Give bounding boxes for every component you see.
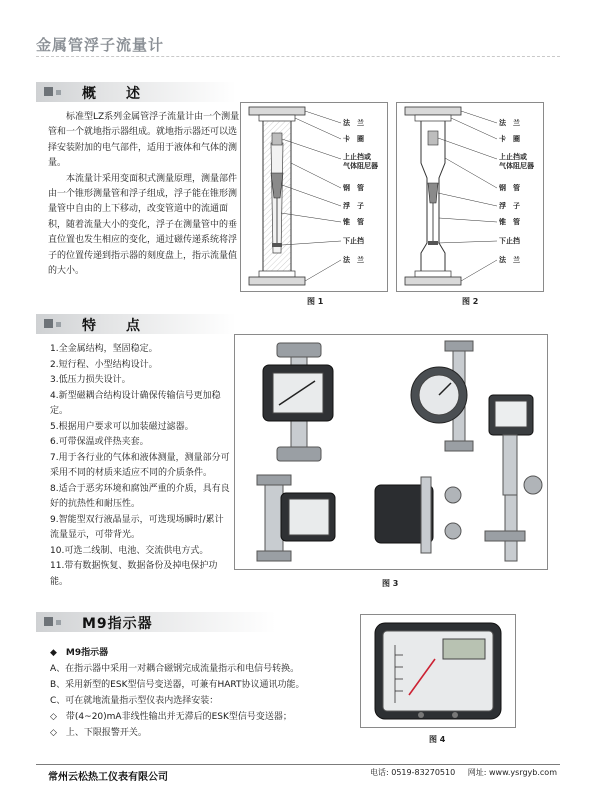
fig1-label-flange-bottom: 法 兰: [343, 256, 364, 264]
figure-1-caption: 图 1: [307, 297, 324, 306]
figure-2-caption: 图 2: [462, 297, 479, 306]
features-list: [50, 342, 230, 590]
title-divider: [36, 56, 560, 57]
footer-website[interactable]: 网址: www.ysrgyb.com: [467, 768, 557, 777]
section-header-features: [36, 314, 236, 334]
feature-item: 10.可选二线制、电池、交流供电方式。: [50, 545, 209, 556]
section-header-overview: [36, 82, 236, 102]
feature-item: 6.可带保温或伴热夹套。: [50, 437, 149, 447]
fig1-label-steel-tube: 钢 管: [343, 184, 364, 192]
figure-1-diagram: [240, 102, 388, 292]
square-bullet-icon: [44, 87, 53, 96]
section-title-features: 特 点: [82, 318, 148, 334]
fig1-label-upper-stop: 上止挡或: [343, 153, 371, 161]
m9-feature-list: [50, 645, 350, 741]
section-header-m9: [36, 612, 276, 632]
feature-item: 3.低压力损失设计。: [50, 375, 131, 385]
small-square-icon: [56, 322, 61, 327]
feature-item: 5.根据用户要求可以加装磁过滤器。: [50, 421, 194, 432]
feature-item: 11.带有数据恢复、数据备份及掉电保护功能。: [50, 561, 218, 587]
square-bullet-icon: [44, 617, 53, 626]
figure-2-diagram: [396, 102, 544, 292]
section-title-m9: M9指示器: [82, 616, 153, 632]
square-bullet-icon: [44, 319, 53, 328]
feature-item: 8.适合于恶劣环境和腐蚀严重的介质，具有良好的抗热性和耐压性。: [50, 483, 230, 509]
fig1-label-lower-stop: 下止挡: [343, 237, 364, 245]
m9-list-heading: ◆ M9指示器: [50, 648, 109, 658]
fig2-label-float: 浮 子: [499, 202, 520, 210]
fig2-label-upper-stop: 上止挡或: [499, 153, 527, 161]
flowmeter-cross-section-alt-icon: [397, 103, 543, 291]
overview-text: [48, 110, 240, 279]
m9-list-item: C、可在就地流量指示型仪表内选择安装：: [50, 696, 219, 706]
figure-3-product-photos: [234, 334, 548, 570]
m9-list-item: B、采用新型的ESK型信号变送器，可兼有HART协议通讯功能。: [50, 680, 305, 690]
m9-list-item: A、在指示器中采用一对耦合磁钢完成流量指示和电信号转换。: [50, 664, 300, 674]
figure-3-caption: 图 3: [382, 579, 399, 588]
small-square-icon: [56, 620, 61, 625]
figure-4-caption: 图 4: [429, 735, 446, 744]
fig1-label-flange-top: 法 兰: [343, 119, 364, 127]
footer-phone: 电话: 0519-83270510: [370, 768, 456, 777]
flowmeter-products-icon: [235, 335, 547, 569]
section-title-overview: 概 述: [82, 86, 148, 102]
flowmeter-cross-section-icon: [241, 103, 387, 291]
fig1-label-float: 浮 子: [343, 202, 364, 210]
fig2-label-gas-damper: 气体阻尼器: [499, 162, 534, 170]
fig2-label-steel-tube: 钢 管: [499, 184, 520, 192]
footer-divider: [36, 764, 560, 765]
overview-paragraph-1: 标准型LZ系列金属管浮子流量计由一个测量管和一个就地指示器组成。就地指示器还可以选择安装附加的电气部件，适用于液体和气体的测量。: [48, 112, 240, 169]
page-title: 金属管浮子流量计: [36, 36, 165, 54]
small-square-icon: [56, 90, 61, 95]
company-name: 常州云松热工仪表有限公司: [48, 772, 168, 783]
fig2-label-flange-top: 法 兰: [499, 119, 520, 127]
fig1-label-clamp: 卡 圈: [343, 135, 364, 143]
fig1-label-cone: 锥 管: [343, 218, 364, 226]
feature-item: 4.新型磁耦合结构设计确保传输信号更加稳定。: [50, 390, 221, 416]
feature-item: 7.用于各行业的气体和液体测量，测量部分可采用不同的材质来适应不同的介质条件。: [50, 452, 230, 478]
overview-paragraph-2: 本流量计采用变面积式测量原理，测量部件由一个锥形测量管和浮子组成，浮子能在锥形测量管中自由的上下移动，改变管道中的流通面积，随着流量大小的变化，浮子在测量管中的垂直位置也发生相应的变化，通过磁传递系统将浮子的位置传递到指示器的刻度盘上，指示流量值的大小。: [48, 173, 238, 277]
feature-item: 1.全金属结构，坚固稳定。: [50, 344, 158, 354]
fig2-label-flange-bottom: 法 兰: [499, 256, 520, 264]
feature-item: 2.短行程、小型结构设计。: [50, 359, 158, 370]
m9-list-item: ◇ 带(4~20)mA非线性输出并无滞后的ESK型信号变送器；: [50, 712, 292, 722]
fig2-label-lower-stop: 下止挡: [499, 237, 520, 245]
m9-list-item: ◇ 上、下限报警开关。: [50, 728, 147, 738]
m9-indicator-icon: [361, 615, 515, 727]
fig2-label-clamp: 卡 圈: [499, 135, 520, 143]
fig1-label-gas-damper: 气体阻尼器: [343, 162, 378, 170]
feature-item: 9.智能型双行液晶显示，可选现场瞬时/累计流量显示，可带背光。: [50, 514, 224, 540]
figure-4-m9-indicator: [360, 614, 516, 728]
fig2-label-cone: 锥 管: [499, 218, 520, 226]
footer-contact: [370, 767, 557, 778]
